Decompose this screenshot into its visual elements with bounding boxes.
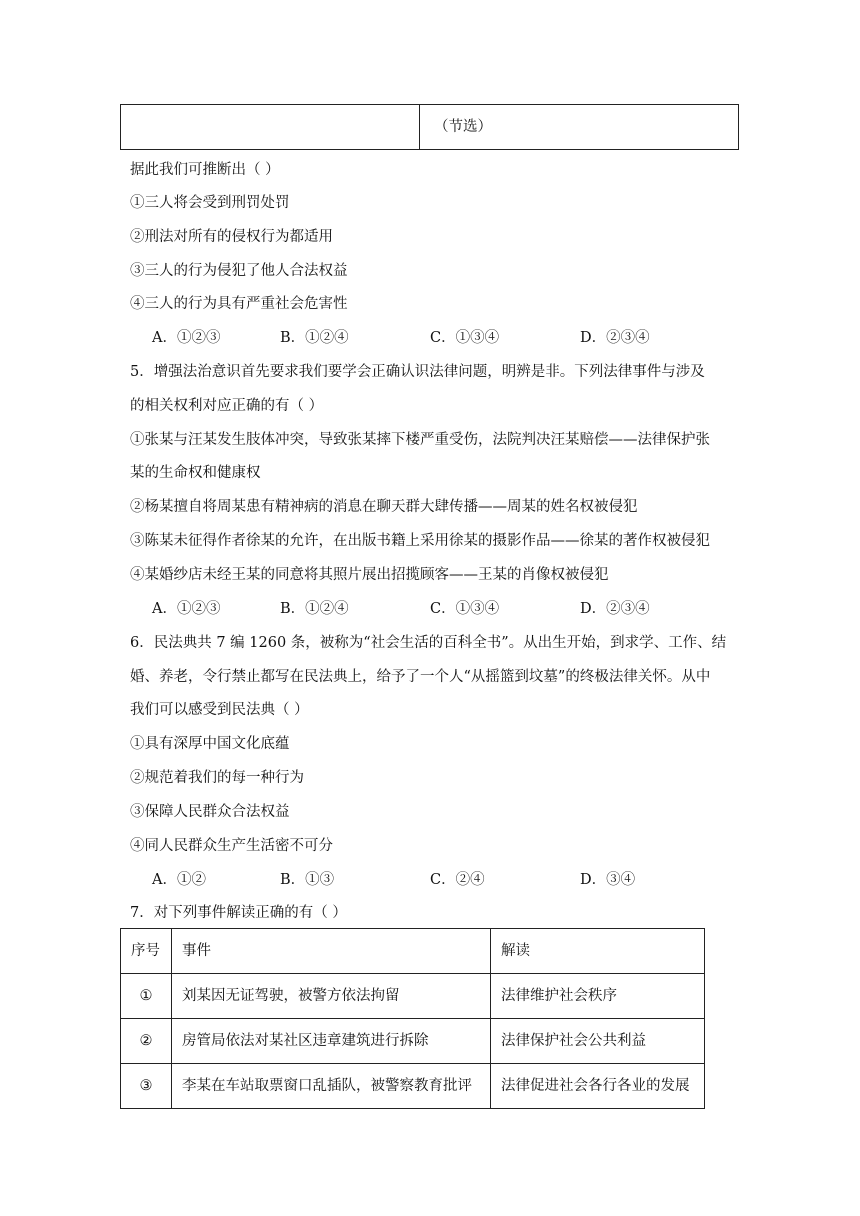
q5-statement-1a: ①张某与汪某发生肢体冲突，导致张某摔下楼严重受伤，法院判决汪某赔偿——法律保护张	[130, 432, 710, 448]
row-index: ②	[121, 1019, 172, 1064]
q5-stem-line-1: 5．增强法治意识首先要求我们要学会正确认识法律问题，明辨是非。下列法律事件与涉及	[130, 364, 705, 380]
q5-option-d: D．②③④	[580, 601, 650, 617]
q6-stem-line-3: 我们可以感受到民法典（ ）	[130, 702, 309, 718]
q6-statement-4: ④同人民群众生产生活密不可分	[130, 838, 333, 854]
q6-option-b: B．①③	[280, 872, 335, 888]
q5-statement-2: ②杨某擅自将周某患有精神病的消息在聊天群大肆传播——周某的姓名权被侵犯	[130, 499, 638, 515]
q6-stem-line-2: 婚、养老，令行禁止都写在民法典上，给予了一个人“从摇篮到坟墓”的终极法律关怀。从中	[130, 669, 711, 685]
table-header-row	[121, 929, 705, 974]
q6-statement-3: ③保障人民群众合法权益	[130, 804, 290, 820]
table-row	[121, 974, 705, 1019]
q6-option-c: C．②④	[430, 872, 485, 888]
table-cell-left	[121, 105, 420, 150]
row-event: 刘某因无证驾驶，被警方依法拘留	[172, 974, 491, 1019]
q5-stem-line-2: 的相关权利对应正确的有（ ）	[130, 398, 324, 414]
source-table	[120, 104, 739, 150]
q4-stem: 据此我们可推断出（ ）	[130, 162, 280, 178]
q5-option-a: A．①②③	[152, 601, 221, 617]
q6-statement-1: ①具有深厚中国文化底蕴	[130, 736, 290, 752]
q5-statement-3: ③陈某未征得作者徐某的允许，在出版书籍上采用徐某的摄影作品——徐某的著作权被侵犯	[130, 533, 710, 549]
q5-option-c: C．①③④	[430, 601, 500, 617]
q7-table	[120, 928, 705, 1109]
row-interpretation: 法律促进社会各行各业的发展	[491, 1064, 705, 1109]
table-row	[121, 1064, 705, 1109]
row-event: 房管局依法对某社区违章建筑进行拆除	[172, 1019, 491, 1064]
header-index: 序号	[121, 929, 172, 974]
q4-option-b: B．①②④	[280, 330, 349, 346]
q6-statement-2: ②规范着我们的每一种行为	[130, 770, 304, 786]
q6-option-a: A．①②	[152, 872, 206, 888]
q4-statement-2: ②刑法对所有的侵权行为都适用	[130, 229, 333, 245]
table-row	[121, 105, 739, 150]
row-index: ③	[121, 1064, 172, 1109]
row-interpretation: 法律维护社会秩序	[491, 974, 705, 1019]
q5-option-b: B．①②④	[280, 601, 349, 617]
q4-statement-3: ③三人的行为侵犯了他人合法权益	[130, 263, 348, 279]
table-row	[121, 1019, 705, 1064]
row-event: 李某在车站取票窗口乱插队，被警察教育批评	[172, 1064, 491, 1109]
table-cell-excerpt: （节选）	[420, 105, 739, 150]
q5-statement-4: ④某婚纱店未经王某的同意将其照片展出招揽顾客——王某的肖像权被侵犯	[130, 567, 609, 583]
q5-statement-1b: 某的生命权和健康权	[130, 465, 261, 481]
q4-option-c: C．①③④	[430, 330, 500, 346]
q6-stem-line-1: 6．民法典共 7 编 1260 条，被称为“社会生活的百科全书”。从出生开始，到求学、工作、结	[130, 635, 727, 651]
q6-option-d: D．③④	[580, 872, 636, 888]
header-event: 事件	[172, 929, 491, 974]
header-interpretation: 解读	[491, 929, 705, 974]
q4-statement-1: ①三人将会受到刑罚处罚	[130, 195, 290, 211]
q7-stem: 7．对下列事件解读正确的有（ ）	[130, 905, 347, 921]
q4-option-a: A．①②③	[152, 330, 221, 346]
q4-statement-4: ④三人的行为具有严重社会危害性	[130, 296, 348, 312]
row-index: ①	[121, 974, 172, 1019]
row-interpretation: 法律保护社会公共利益	[491, 1019, 705, 1064]
q4-option-d: D．②③④	[580, 330, 650, 346]
